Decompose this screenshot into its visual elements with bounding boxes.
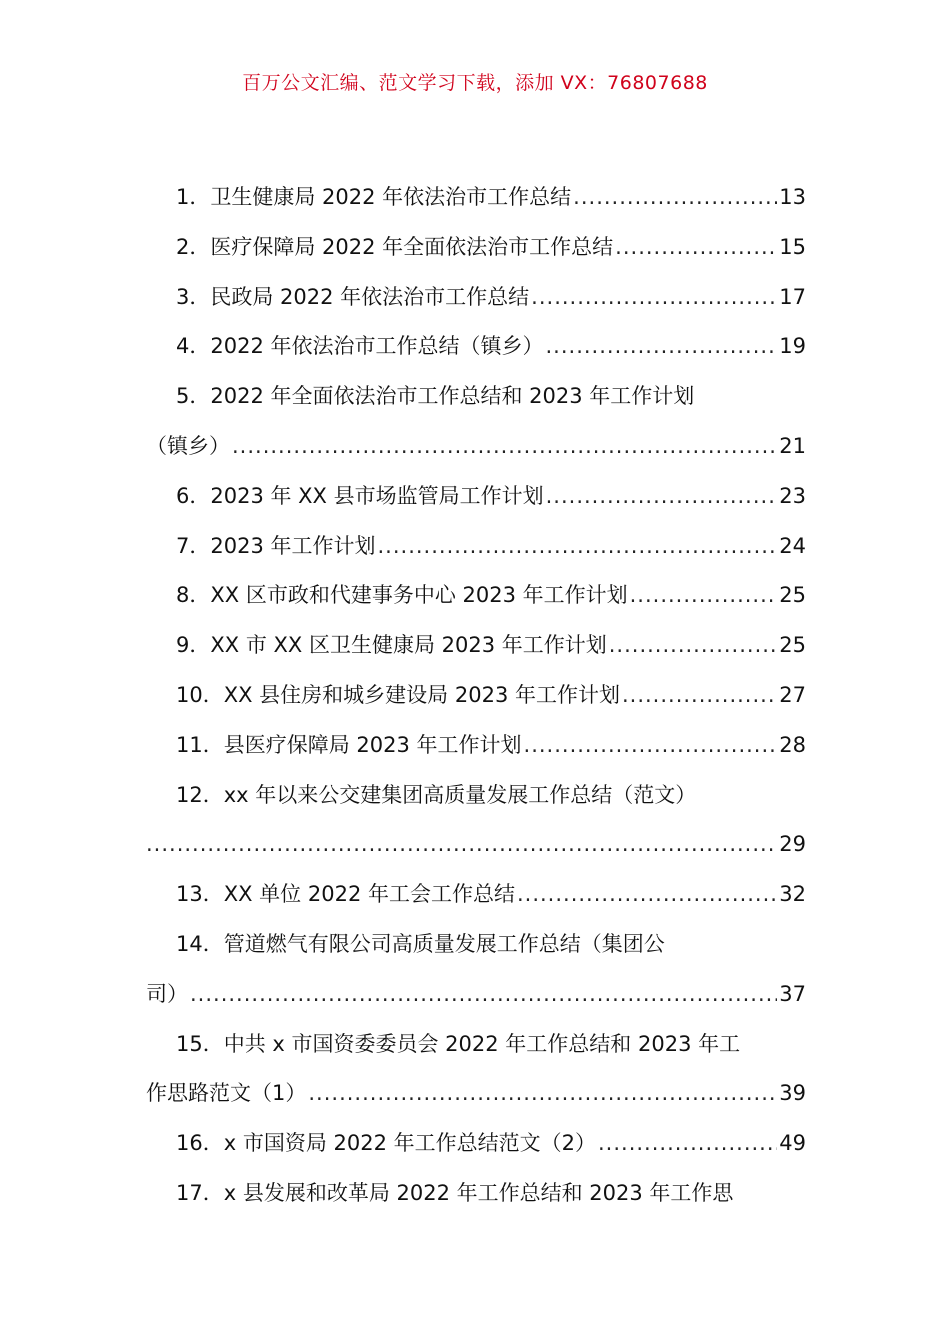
toc-page: 27 (779, 682, 806, 707)
dot-leader (378, 522, 778, 572)
dot-leader (609, 621, 778, 671)
toc-entry-5[interactable] (146, 372, 806, 472)
toc-entry-7[interactable] (146, 522, 806, 572)
toc-title: x 市国资局 2022 年工作总结范文（2） (223, 1131, 596, 1156)
toc-title: 2022 年依法治市工作总结（镇乡） (210, 334, 544, 359)
dot-leader (146, 820, 777, 870)
dot-leader (524, 721, 778, 771)
toc-entry-4[interactable] (146, 322, 806, 372)
toc-number: 2． (176, 234, 211, 259)
toc-page: 28 (779, 732, 806, 757)
toc-entry-14[interactable] (146, 920, 806, 1020)
toc-title-line1: 2022 年全面依法治市工作总结和 2023 年工作计划 (210, 384, 695, 409)
toc-page: 21 (779, 433, 806, 458)
toc-title-line1: xx 年以来公交建集团高质量发展工作总结（范文） (223, 782, 697, 807)
toc-entry-17[interactable] (146, 1169, 806, 1219)
toc-entry-8[interactable] (146, 571, 806, 621)
dot-leader (546, 472, 778, 522)
toc-number: 1． (176, 185, 211, 209)
dot-leader (573, 173, 777, 223)
toc-title: XX 区市政和代建事务中心 2023 年工作计划 (210, 583, 628, 608)
dot-leader (190, 970, 777, 1020)
toc-page: 24 (779, 533, 806, 558)
dot-leader (598, 1119, 777, 1169)
toc-title: 卫生健康局 2022 年依法治市工作总结 (210, 185, 572, 209)
toc-number: 15． (176, 1031, 224, 1056)
toc-page: 17 (779, 284, 806, 309)
toc-entry-2[interactable] (146, 223, 806, 273)
toc-title: XX 单位 2022 年工会工作总结 (223, 882, 515, 907)
toc-number: 9． (176, 633, 211, 658)
table-of-contents (146, 173, 806, 1219)
dot-leader (308, 1069, 777, 1119)
dot-leader (622, 671, 777, 721)
toc-entry-16[interactable] (146, 1119, 806, 1169)
dot-leader (615, 223, 777, 273)
toc-page: 37 (779, 981, 806, 1006)
watermark-header: 百万公文汇编、范文学习下载，添加 VX：76807688 (242, 72, 708, 94)
toc-number: 5． (176, 384, 211, 409)
dot-leader (517, 870, 777, 920)
toc-title: 民政局 2022 年依法治市工作总结 (210, 284, 530, 309)
toc-entry-13[interactable] (146, 870, 806, 920)
toc-title: 县医疗保障局 2023 年工作计划 (223, 732, 522, 757)
toc-number: 3． (176, 284, 211, 309)
toc-number: 13． (176, 882, 224, 907)
toc-entry-10[interactable] (146, 671, 806, 721)
toc-title-line1: 管道燃气有限公司高质量发展工作总结（集团公 (223, 931, 665, 956)
toc-number: 17． (176, 1180, 224, 1205)
toc-title-line2: 作思路范文（1） (146, 1081, 307, 1106)
toc-page: 32 (779, 882, 806, 907)
toc-number: 11． (176, 732, 224, 757)
toc-title-line2: （镇乡） (146, 433, 230, 458)
toc-title: 医疗保障局 2022 年全面依法治市工作总结 (210, 234, 614, 259)
toc-entry-9[interactable] (146, 621, 806, 671)
toc-title-line2: 司） (146, 981, 188, 1006)
toc-page: 15 (779, 234, 806, 259)
dot-leader (531, 273, 777, 323)
toc-title: 2023 年 XX 县市场监管局工作计划 (210, 483, 544, 508)
toc-number: 16． (176, 1131, 224, 1156)
toc-title-line1: x 县发展和改革局 2022 年工作总结和 2023 年工作思 (223, 1180, 734, 1205)
toc-entry-12[interactable] (146, 771, 806, 871)
toc-title: XX 市 XX 区卫生健康局 2023 年工作计划 (210, 633, 607, 658)
toc-page: 25 (779, 583, 806, 608)
toc-title: 2023 年工作计划 (210, 533, 376, 558)
toc-page: 39 (779, 1081, 806, 1106)
toc-number: 6． (176, 483, 211, 508)
dot-leader (630, 571, 778, 621)
toc-number: 4． (176, 334, 211, 359)
dot-leader (232, 422, 777, 472)
toc-entry-15[interactable] (146, 1020, 806, 1120)
toc-number: 10． (176, 682, 224, 707)
toc-number: 12． (176, 782, 224, 807)
toc-page: 29 (779, 832, 806, 857)
toc-entry-1[interactable] (146, 173, 806, 223)
toc-page: 23 (779, 483, 806, 508)
toc-page: 49 (779, 1131, 806, 1156)
toc-entry-3[interactable] (146, 273, 806, 323)
toc-entry-6[interactable] (146, 472, 806, 522)
dot-leader (546, 322, 778, 372)
toc-number: 7． (176, 533, 211, 558)
toc-title: XX 县住房和城乡建设局 2023 年工作计划 (223, 682, 620, 707)
toc-page: 25 (779, 633, 806, 658)
toc-number: 14． (176, 931, 224, 956)
toc-page: 13 (779, 185, 806, 209)
toc-page: 19 (779, 334, 806, 359)
toc-number: 8． (176, 583, 211, 608)
toc-title-line1: 中共 x 市国资委委员会 2022 年工作总结和 2023 年工 (223, 1031, 741, 1056)
toc-entry-11[interactable] (146, 721, 806, 771)
